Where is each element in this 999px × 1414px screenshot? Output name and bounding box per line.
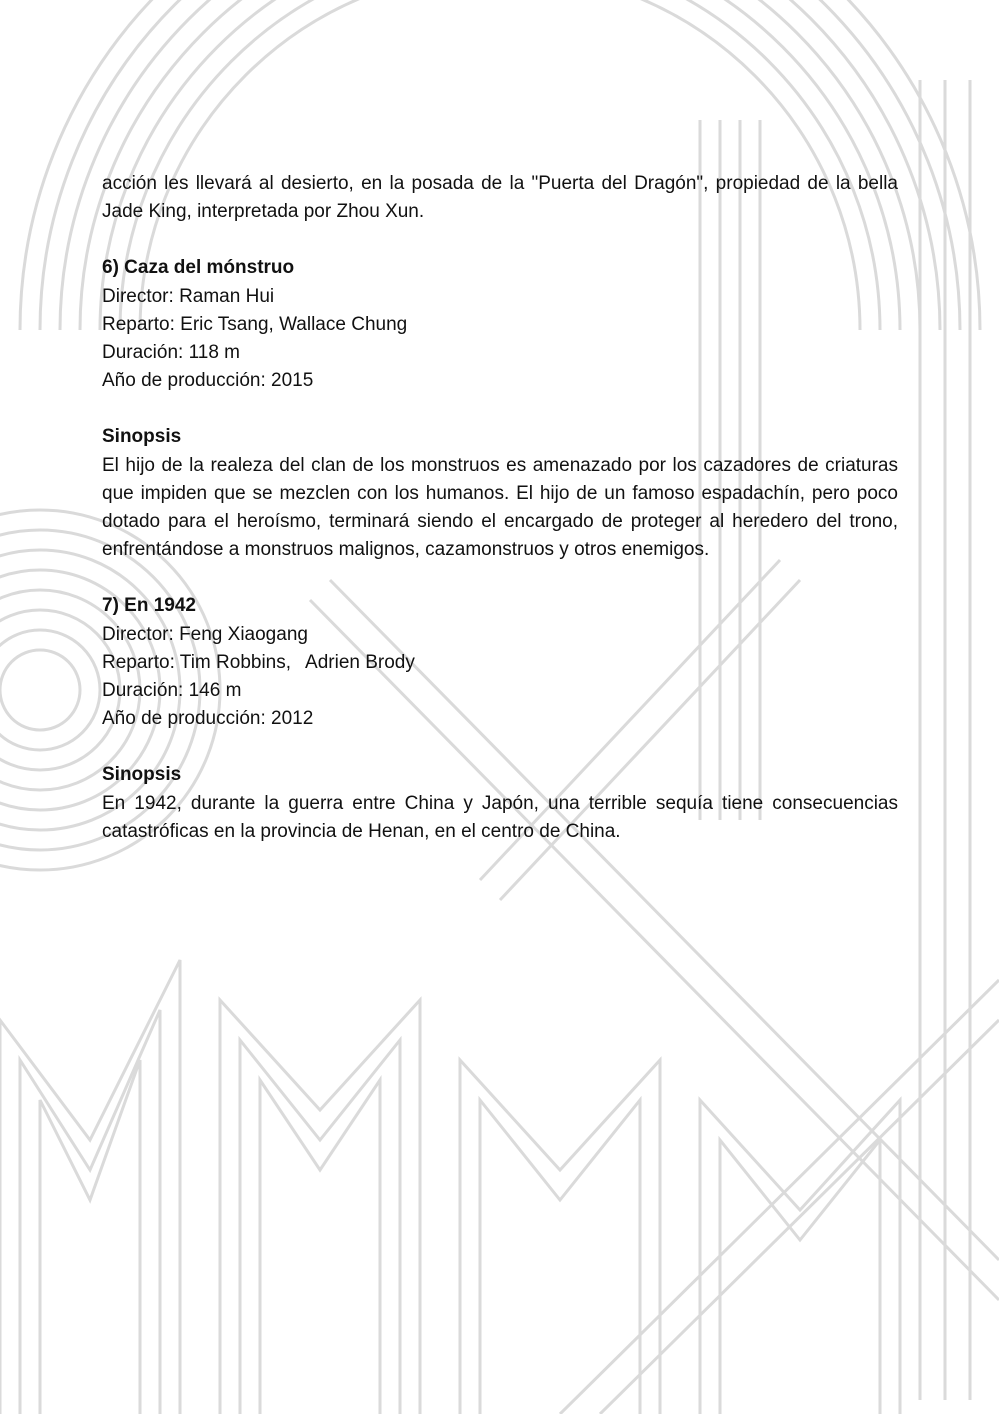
film-7-director: Director: Feng Xiaogang (102, 623, 308, 645)
film-7-synopsis-heading: Sinopsis (102, 764, 182, 786)
film-7-title: 7) En 1942 (102, 595, 196, 617)
film-7-duration: Duración: 146 m (102, 680, 242, 702)
film-7-year: Año de producción: 2012 (102, 708, 314, 730)
film-6-synopsis: El hijo de la realeza del clan de los monstruos es amenazado por los cazadores de criaturas que impiden que se mezclen con los humanos. El hijo de un famoso espadachín, pero poco dotado para el heroísmo, terminará siendo el encargado de proteger al heredero del trono, enfrentándose a monstruos malignos, cazamonstruos y otros enemigos. (102, 454, 898, 561)
document-body (102, 170, 898, 846)
bottom-m-pattern (0, 960, 900, 1414)
film-6-duration: Duración: 118 m (102, 342, 240, 364)
film-7-cast (102, 649, 898, 677)
film-6-synopsis-heading: Sinopsis (102, 426, 182, 448)
film-7-cast-prefix: Reparto: Tim Robbins, (102, 651, 292, 673)
intro-paragraph: acción les llevará al desierto, en la posada de la "Puerta del Dragón", propiedad de la bella Jade King, interpretada por Zhou Xun. (102, 173, 898, 223)
film-6-cast: Reparto: Eric Tsang, Wallace Chung (102, 313, 408, 335)
film-6-director: Director: Raman Hui (102, 285, 275, 307)
film-6-title: 6) Caza del mónstruo (102, 257, 295, 279)
film-7-synopsis: En 1942, durante la guerra entre China y Japón, una terrible sequía tiene consecuencias catastróficas en la provincia de Henan, en el centro de China. (102, 792, 898, 842)
film-7-cast-suffix: Adrien Brody (305, 651, 415, 673)
film-6-year: Año de producción: 2015 (102, 370, 314, 392)
